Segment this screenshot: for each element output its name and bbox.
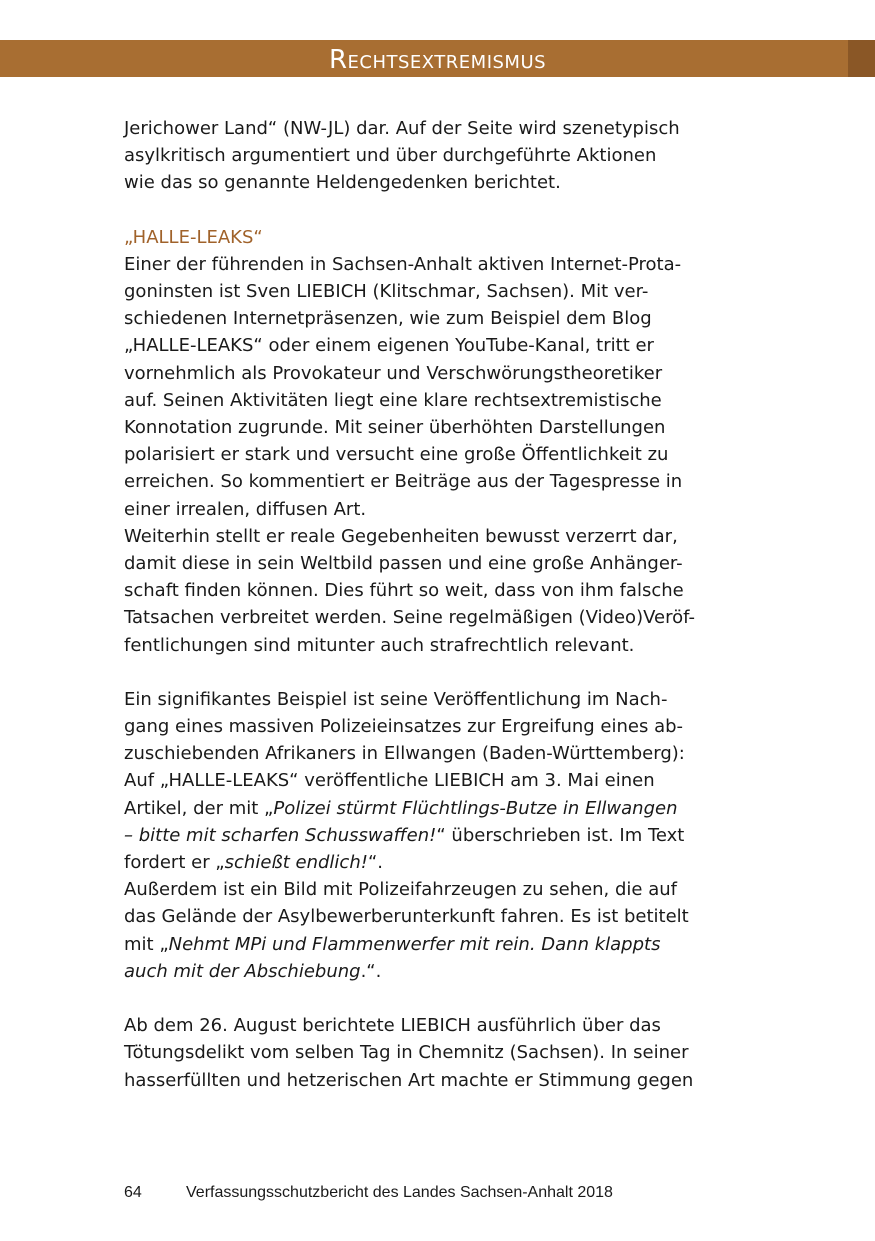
text-line: Konnotation zugrunde. Mit seiner überhöhten Darstellungen (124, 417, 666, 439)
document-body (124, 115, 764, 1094)
text-line: einer irrealen, diffusen Art. (124, 498, 367, 520)
text-line: asylkritisch argumentiert und über durchgeführte Aktionen (124, 145, 657, 167)
text-line (124, 958, 764, 985)
text-line: erreichen. So kommentiert er Beiträge aus der Tagespresse in (124, 471, 683, 493)
quote-italic: Polizei stürmt Flüchtlings-Butze in Ellwangen (273, 797, 678, 819)
text-line: das Gelände der Asylbewerberunterkunft fahren. Es ist betitelt (124, 906, 689, 928)
page-footer (124, 1184, 764, 1202)
page-section-title: Rechtsextremismus (328, 45, 547, 75)
text-line: hasserfüllten und hetzerischen Art machte er Stimmung gegen (124, 1069, 694, 1091)
text-line: Einer der führenden in Sachsen-Anhalt aktiven Internet-Prota- (124, 253, 682, 275)
text-line: Tötungsdelikt vom selben Tag in Chemnitz (Sachsen). In seiner (124, 1042, 689, 1064)
text-span: fordert er „ (124, 852, 225, 874)
text-line: Auf „HALLE-LEAKS“ veröffentliche LIEBICH am 3. Mai einen (124, 770, 655, 792)
text-line: vornehmlich als Provokateur und Verschwörungstheoretiker (124, 362, 663, 384)
text-line (124, 931, 764, 958)
text-span: .“. (360, 960, 382, 982)
text-line: Ab dem 26. August berichtete LIEBICH ausführlich über das (124, 1015, 661, 1037)
text-span: mit „ (124, 933, 169, 955)
text-line: auf. Seinen Aktivitäten liegt eine klare rechtsextremistische (124, 389, 662, 411)
text-line: schaft finden können. Dies führt so weit, dass von ihm falsche (124, 580, 684, 602)
publication-title: Verfassungsschutzbericht des Landes Sachsen-Anhalt 2018 (186, 1184, 613, 1201)
text-span: “ überschrieben ist. Im Text (436, 824, 685, 846)
text-line: gang eines massiven Polizeieinsatzes zur Ergreifung eines ab- (124, 716, 684, 738)
text-line (124, 795, 764, 822)
text-line: Jerichower Land“ (NW-JL) dar. Auf der Seite wird szenetypisch (124, 118, 680, 139)
text-line (124, 822, 764, 849)
text-line: Tatsachen verbreitet werden. Seine regelmäßigen (Video)Veröf- (124, 607, 695, 629)
quote-italic: – bitte mit scharfen Schusswaffen! (124, 824, 437, 846)
section-heading: „HALLE-LEAKS“ (124, 226, 263, 248)
text-span: “. (367, 852, 383, 874)
text-line: damit diese in sein Weltbild passen und eine große Anhänger- (124, 553, 683, 575)
text-line: polarisiert er stark und versucht eine große Öffentlichkeit zu (124, 444, 669, 466)
text-line: zuschiebenden Afrikaners in Ellwangen (Baden-Württemberg): (124, 743, 685, 765)
quote-italic: schießt endlich! (224, 852, 368, 874)
text-line: Weiterhin stellt er reale Gegebenheiten bewusst verzerrt dar, (124, 525, 678, 547)
text-line: fentlichungen sind mitunter auch strafrechtlich relevant. (124, 634, 635, 656)
quote-italic: auch mit der Abschiebung (124, 960, 361, 982)
text-line: goninsten ist Sven LIEBICH (Klitschmar, Sachsen). Mit ver- (124, 281, 649, 303)
text-line (124, 849, 764, 876)
page-number: 64 (124, 1184, 142, 1201)
quote-italic: Nehmt MPi und Flammenwerfer mit rein. Dann klappts (168, 933, 661, 955)
text-line: Außerdem ist ein Bild mit Polizeifahrzeugen zu sehen, die auf (124, 879, 677, 901)
text-line: schiedenen Internetpräsenzen, wie zum Beispiel dem Blog (124, 308, 652, 330)
text-span: Artikel, der mit „ (124, 797, 274, 819)
text-line: Ein signifikantes Beispiel ist seine Veröffentlichung im Nach- (124, 688, 668, 710)
text-line: „HALLE-LEAKS“ oder einem eigenen YouTube-Kanal, tritt er (124, 335, 654, 357)
text-line: wie das so genannte Heldengedenken berichtet. (124, 172, 561, 194)
